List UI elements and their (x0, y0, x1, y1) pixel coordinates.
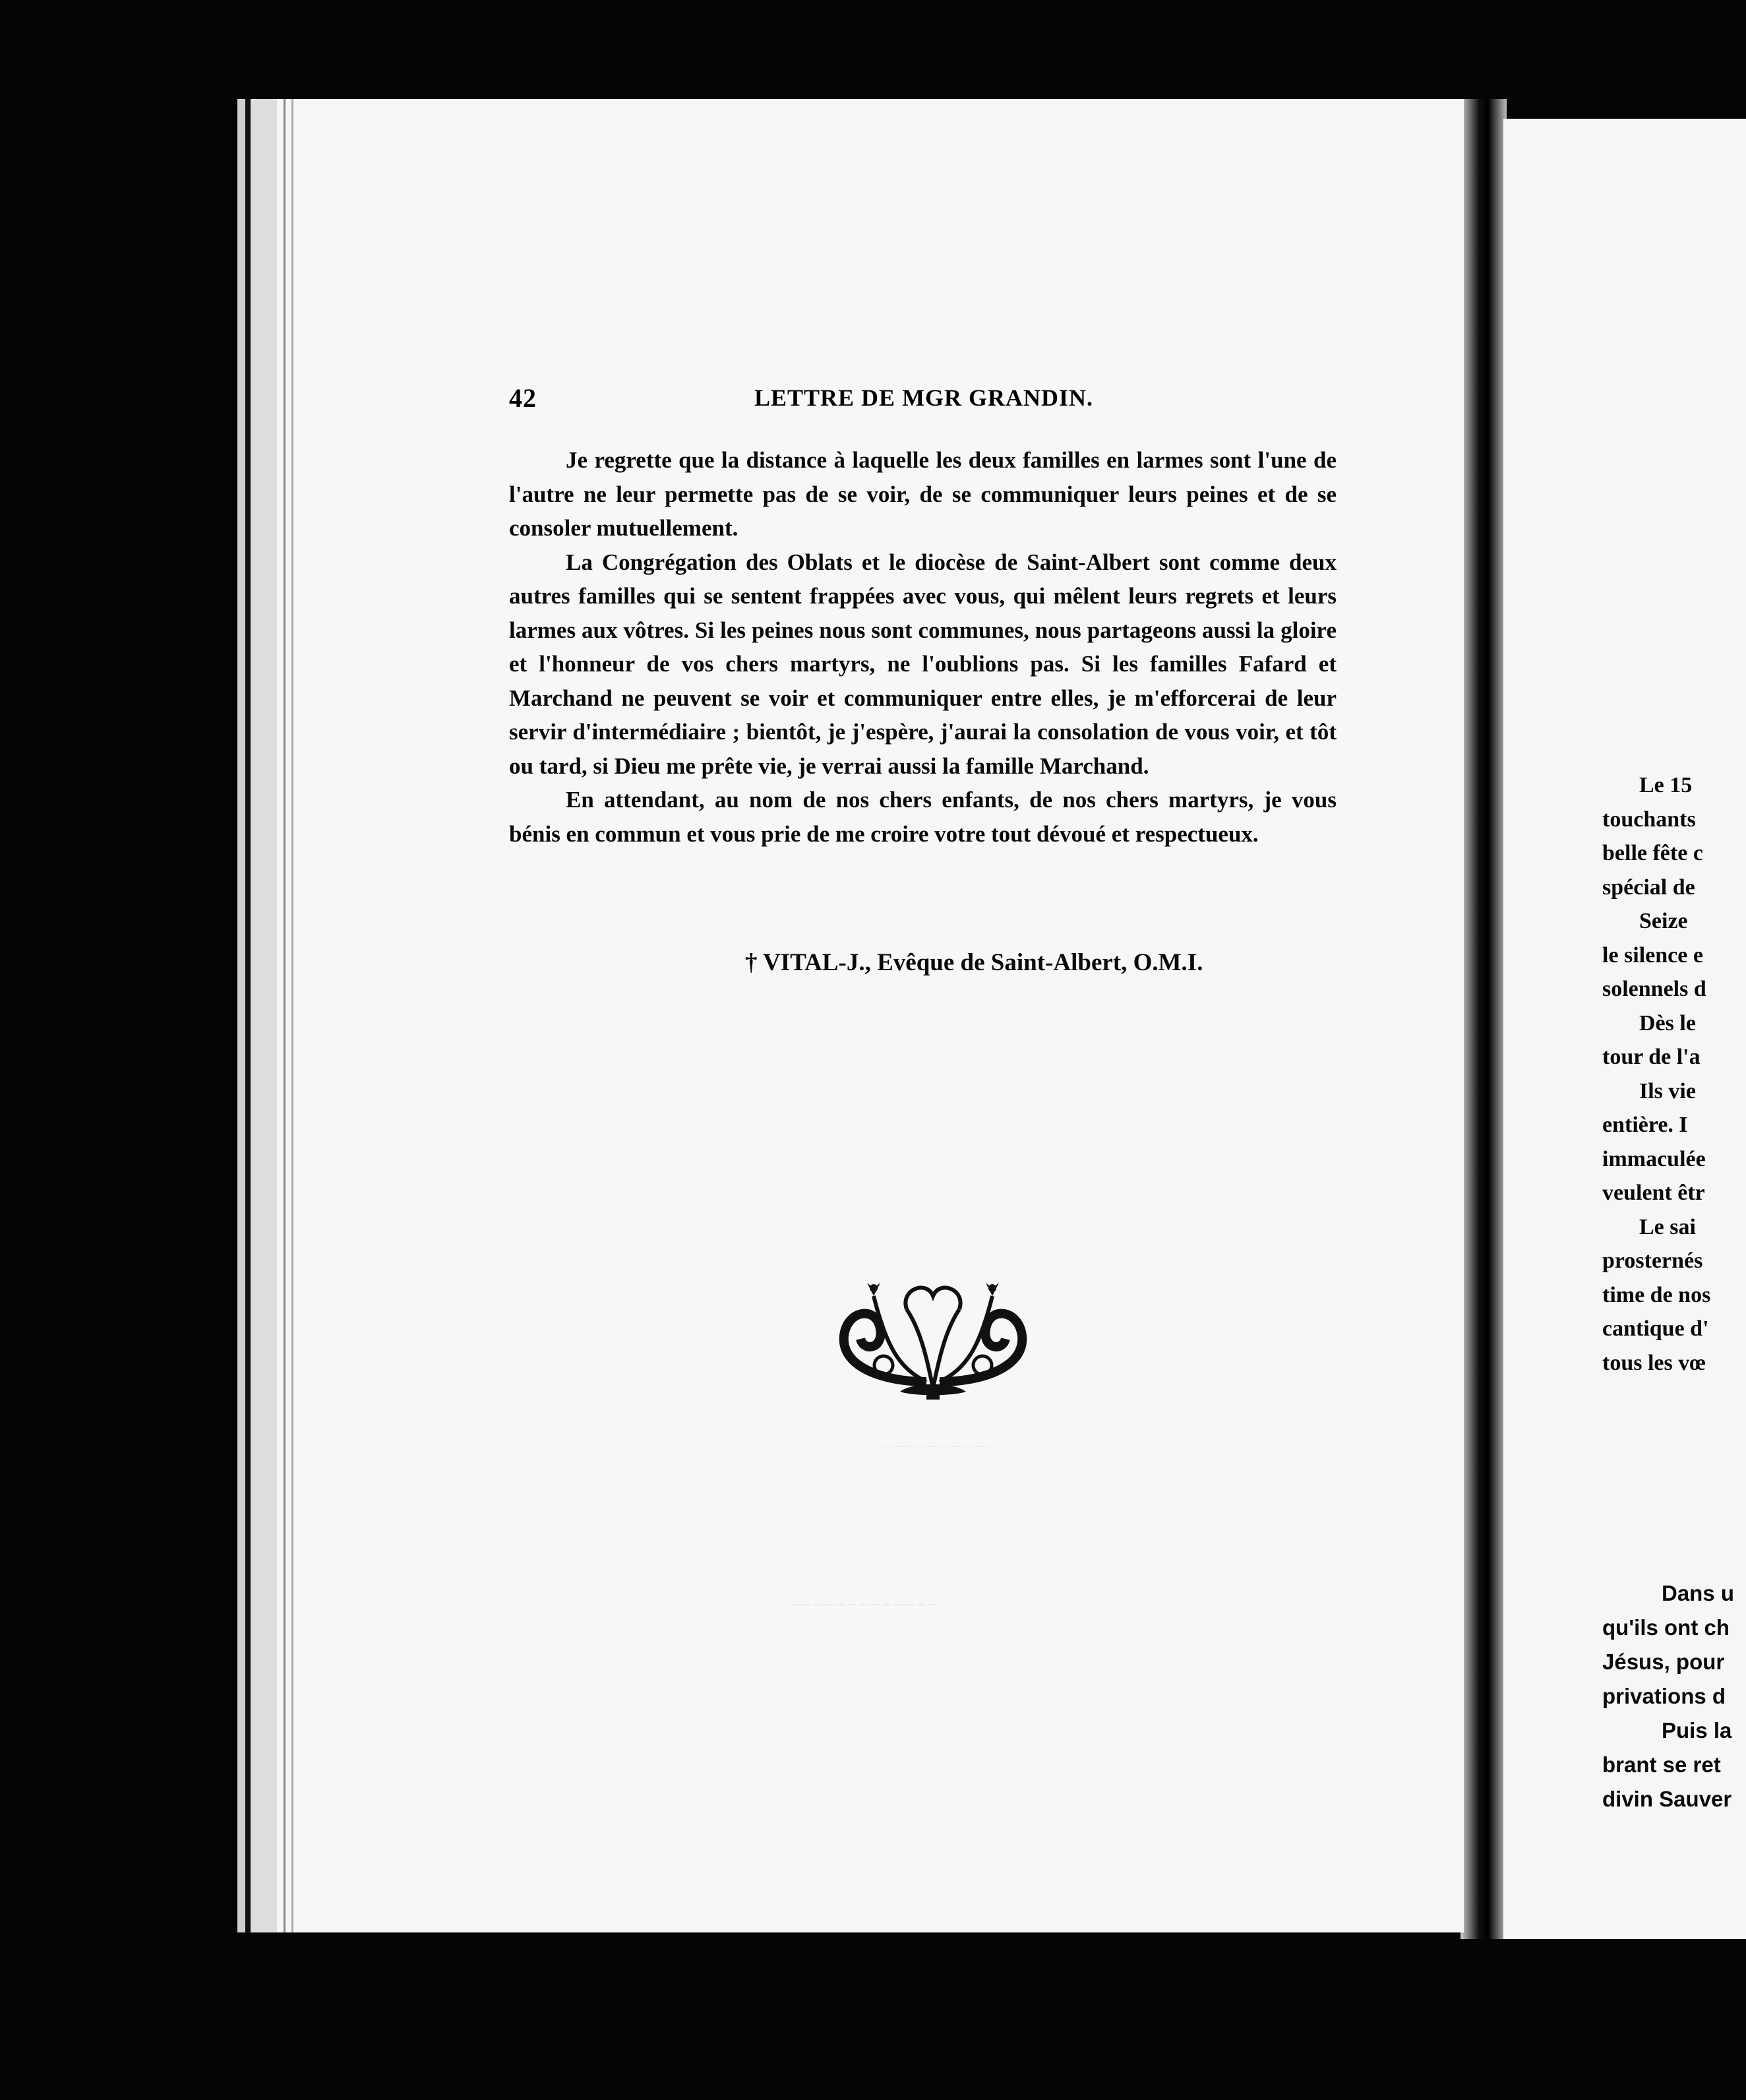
decorative-ornament-icon (828, 1270, 1039, 1408)
text-line: Dans u (1662, 1581, 1735, 1605)
text-line: entière. I (1602, 1113, 1688, 1137)
text-line: cantique d' (1602, 1316, 1709, 1341)
text-line: brant se ret (1602, 1752, 1721, 1777)
text-line: solennels d (1602, 977, 1706, 1001)
text-line: Seize (1639, 909, 1688, 933)
text-line: touchants (1602, 807, 1696, 832)
letter-body (509, 443, 1337, 851)
right-page-text-bottom (1602, 1576, 1746, 1816)
page-edge-line (284, 99, 286, 1932)
book-gutter (1460, 99, 1507, 1939)
text-line: veulent êtr (1602, 1181, 1705, 1205)
text-line: qu'ils ont ch (1602, 1615, 1730, 1640)
text-line: Le sai (1639, 1214, 1696, 1239)
page-number: 42 (509, 383, 537, 413)
paragraph: Je regrette que la distance à laquelle les deux familles en larmes sont l'une de l'autre ne leur permette pas de se voir, de se communiquer leurs peines et de se consoler mutuellement. (509, 447, 1337, 541)
running-head (509, 383, 1337, 422)
text-line: Dès le (1639, 1010, 1696, 1035)
text-line: privations d (1602, 1684, 1726, 1708)
text-line: Le 15 (1639, 773, 1693, 797)
bleed-through-mark: ‾ ‾ ‾ ‾ ‾ ‾ ‾ ‾ ‾ ‾ ‾ ‾ ‾ (791, 1603, 936, 1624)
paragraph: En attendant, au nom de nos chers enfants, de nos chers martyrs, je vous bénis en commun et vous prie de me croire votre tout dévoué et respectueux. (509, 787, 1337, 847)
text-line: belle fête c (1602, 841, 1703, 865)
text-line: Ils vie (1639, 1078, 1696, 1103)
text-line: tour de l'a (1602, 1045, 1701, 1069)
text-line: divin Sauver (1602, 1787, 1732, 1811)
text-line: prosternés (1602, 1249, 1703, 1273)
header-title: LETTRE DE MGR GRANDIN. (754, 385, 1094, 411)
text-line: spécial de (1602, 875, 1695, 900)
text-line: immaculée (1602, 1146, 1706, 1171)
bleed-through-mark: ‾ ‾ ‾ ‾ ‾ ‾ ‾ ‾ ‾ ‾ (884, 1444, 994, 1466)
text-line: time de nos (1602, 1282, 1711, 1307)
text-line: tous les vœ (1602, 1350, 1706, 1375)
text-line: Jésus, pour (1602, 1650, 1725, 1674)
paragraph: La Congrégation des Oblats et le diocèse de Saint-Albert sont comme deux autres familles qui se sentent frappées avec vous, qui mêlent leurs regrets et leurs larmes aux vôtres. Si les peines nous sont communes, nous partageons aussi la gloire et l'honneur de vos chers martyrs, ne l'oublions pas. Si les familles Fafard et Marchand ne peuvent se voir et communiquer entre elles, je m'efforcerai de leur servir d'intermédiaire ; bientôt, je j'espère, j'aurai la consolation de vous voir, et tôt ou tard, si Dieu me prête vie, je verrai aussi la famille Marchand. (509, 549, 1337, 779)
left-page (277, 99, 1464, 1932)
text-line: le silence e (1602, 942, 1703, 968)
text-line: Puis la (1662, 1718, 1732, 1743)
right-page-text-top (1602, 768, 1746, 1380)
page-edge-line (291, 99, 293, 1932)
signature-line: † VITAL-J., Evêque de Saint-Albert, O.M.I. (745, 949, 1203, 976)
